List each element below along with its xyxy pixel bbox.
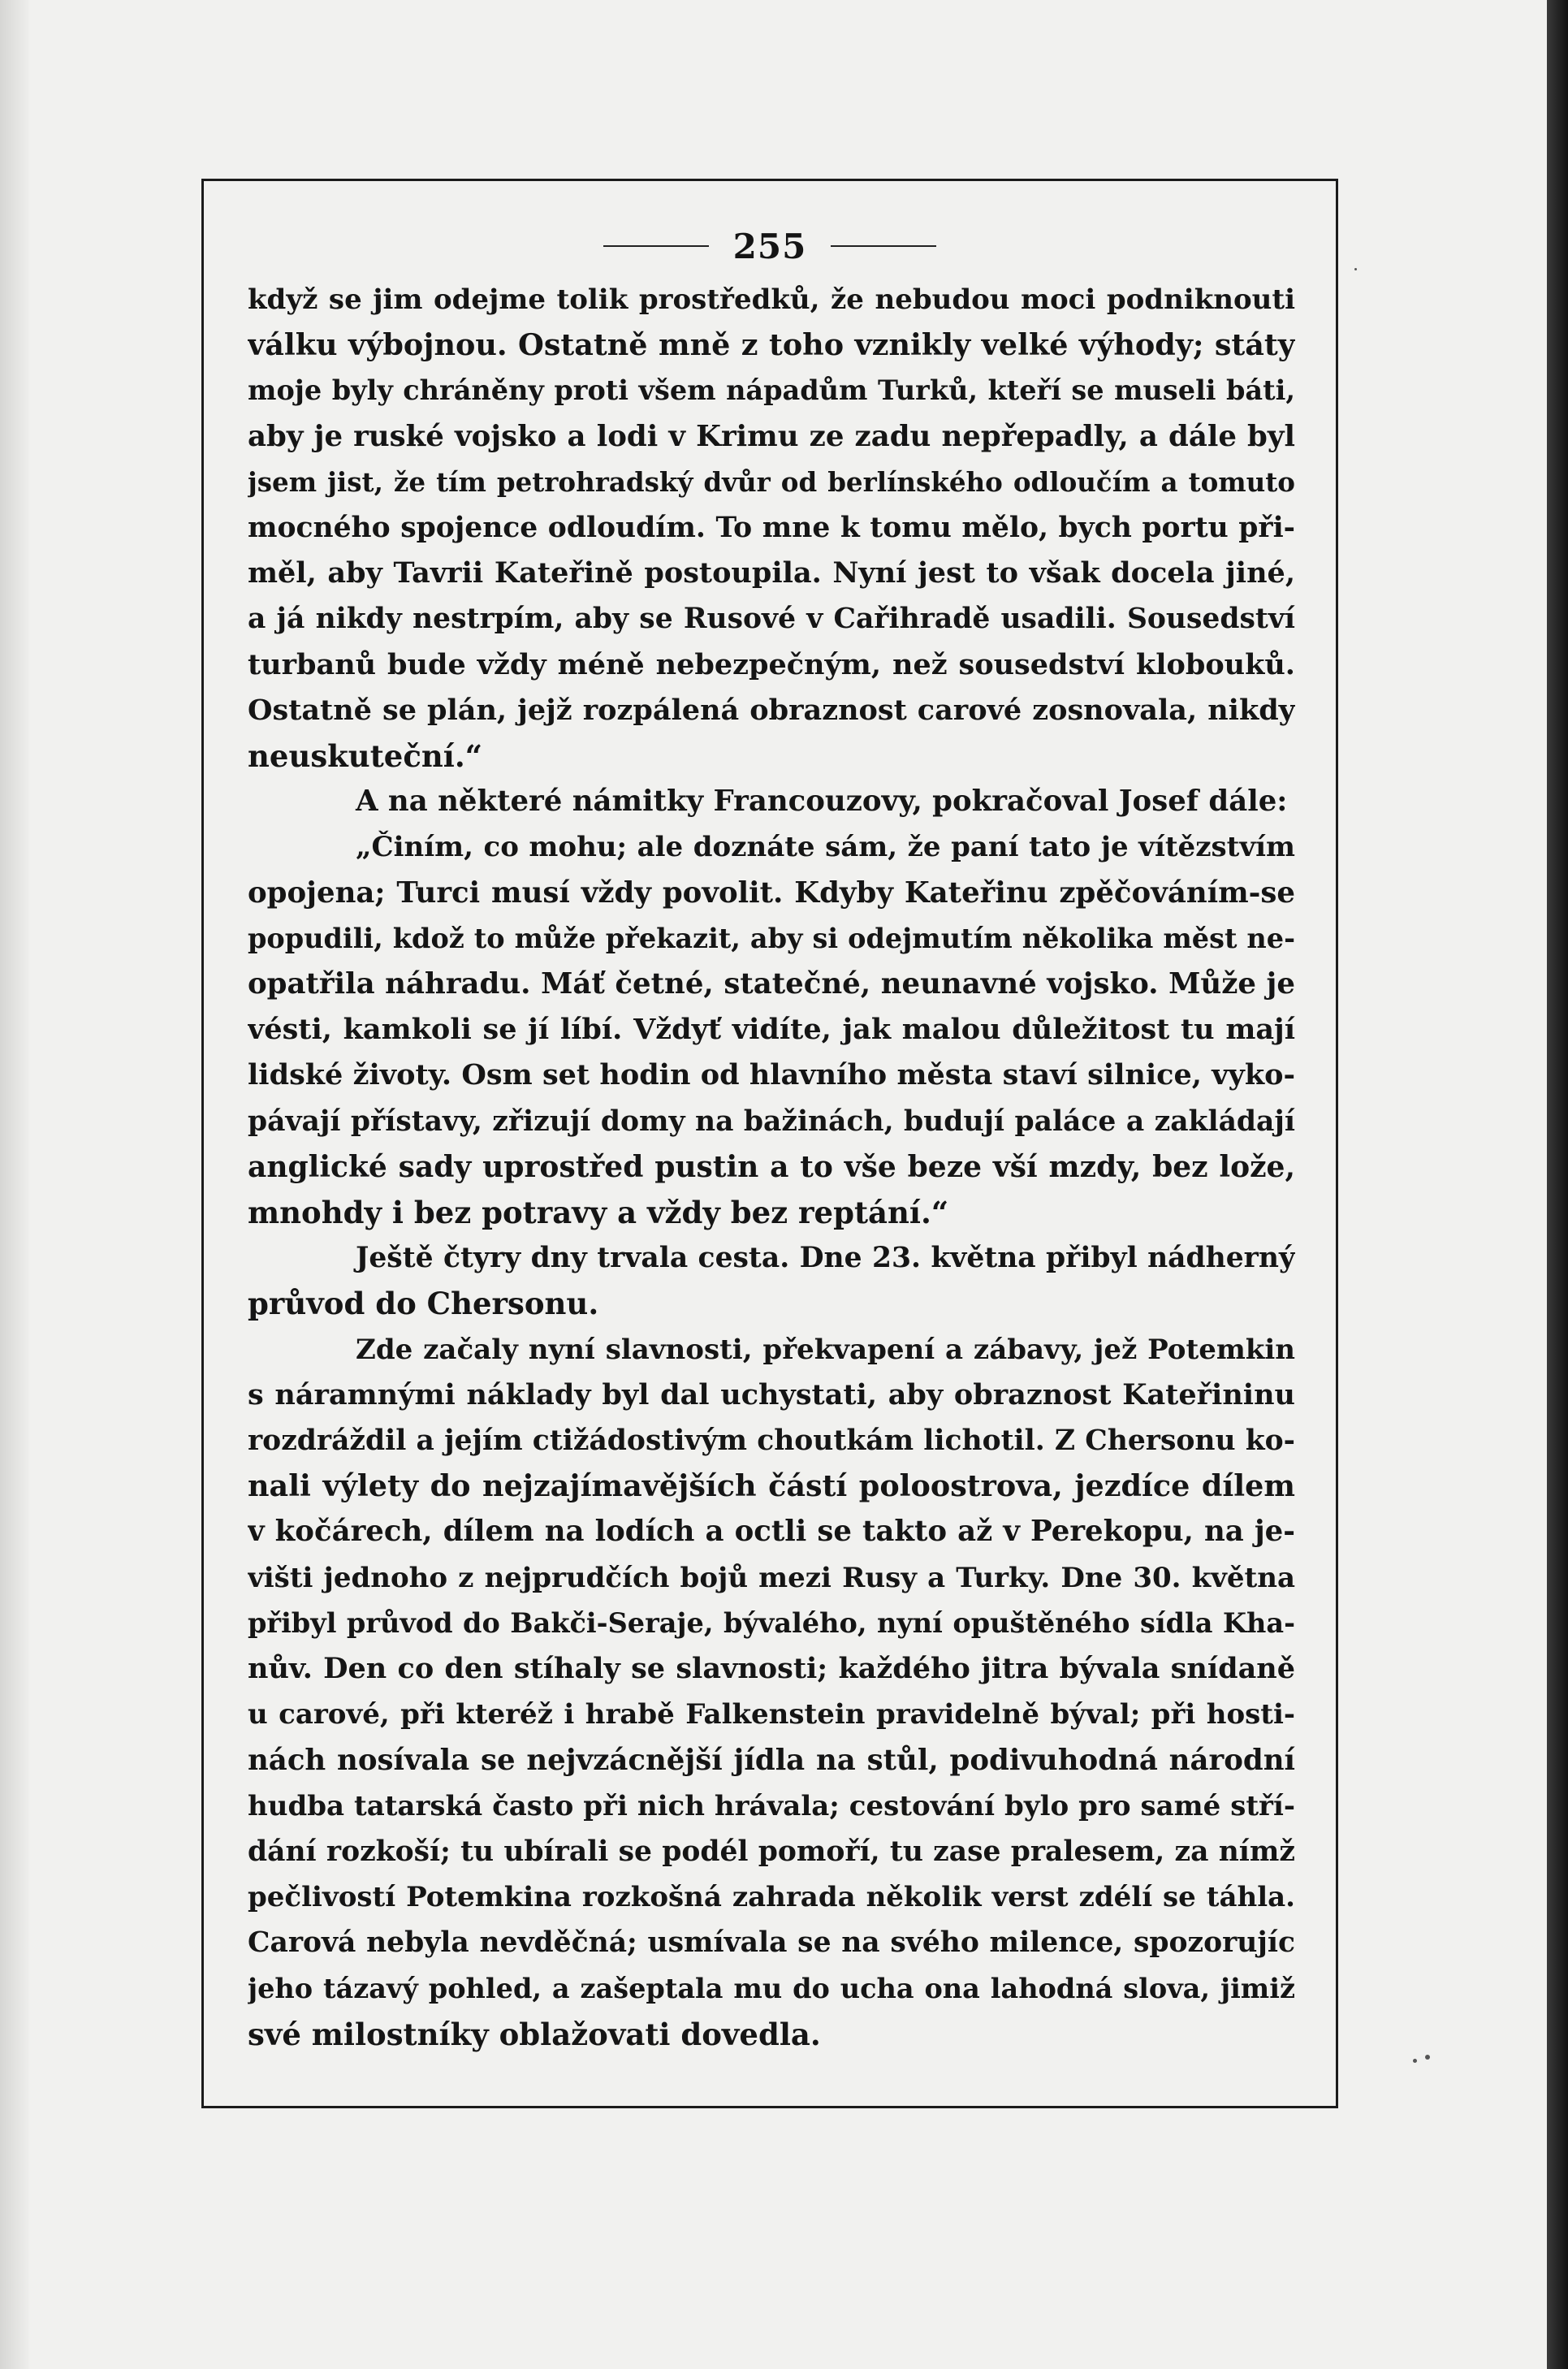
text-line: průvod do Chersonu. (248, 1286, 599, 1322)
text-line: vésti, kamkoli se jí líbí. Vždyť vidíte, jak malou důležitost tu mají (248, 1013, 1295, 1047)
text-line: Ostatně se plán, jejž rozpálená obraznost carové zosnovala, nikdy (248, 693, 1295, 727)
text-line: anglické sady uprostřed pustin a to vše beze vší mzdy, bez lože, (248, 1149, 1295, 1184)
page-header (204, 222, 1336, 270)
header-rule-left (603, 245, 709, 247)
text-line: rozdráždil a jejím ctižádostivým choutkám lichotil. Z Chersonu ko- (248, 1424, 1295, 1458)
text-line: přibyl průvod do Bakči-Seraje, bývalého, nyní opuštěného sídla Kha- (248, 1606, 1295, 1639)
text-line: mocného spojence odloudím. To mne k tomu mělo, bych portu při- (248, 512, 1295, 545)
text-line: s náramnými náklady byl dal uchystati, aby obraznost Kateřininu (248, 1377, 1295, 1411)
page-number: 255 (732, 226, 807, 266)
text-line: mnohdy i bez potravy a vždy bez reptání.“ (248, 1195, 949, 1231)
body-text (248, 277, 1295, 2057)
text-line: a já nikdy nestrpím, aby se Rusové v Cařihradě usadili. Sousedství (248, 603, 1295, 636)
text-line: měl, aby Tavrii Kateřině postoupila. Nyní jest to však docela jiné, (248, 556, 1295, 590)
scan-speck (1413, 2059, 1417, 2063)
text-line: když se jim odejme tolik prostředků, že nebudou moci podniknouti (248, 283, 1295, 316)
text-line: pečlivostí Potemkina rozkošná zahrada několik verst zdélí se táhla. (248, 1881, 1295, 1914)
text-line: opatřila náhradu. Máť četné, statečné, neunavné vojsko. Může je (248, 967, 1295, 1001)
text-line: jeho tázavý pohled, a zašeptala mu do ucha ona lahodná slova, jimiž (248, 1972, 1295, 2004)
text-line: válku výbojnou. Ostatně mně z toho vznikly velké výhody; státy (248, 327, 1295, 363)
text-line: Zde začaly nyní slavnosti, překvapení a zábavy, jež Potemkin (356, 1333, 1295, 1366)
text-line: Carová nebyla nevděčná; usmívala se na svého milence, spozorujíc (248, 1926, 1295, 1960)
text-line: pávají přístavy, zřizují domy na bažinách, budují paláce a zakládají (248, 1105, 1295, 1138)
text-line: dání rozkoší; tu ubírali se podél pomoří, tu zase pralesem, za nímž (248, 1835, 1295, 1868)
text-line: turbanů bude vždy méně nebezpečným, než sousedství klobouků. (248, 647, 1295, 681)
text-line: jsem jist, že tím petrohradský dvůr od berlínského odloučím a tomuto (248, 465, 1295, 498)
text-line: „Činím, co mohu; ale doznáte sám, že paní tato je vítězstvím (356, 831, 1295, 864)
text-line: své milostníky oblažovati dovedla. (248, 2016, 821, 2052)
text-line: opojena; Turci musí vždy povolit. Kdyby Kateřinu zpěčováním-se (248, 875, 1295, 910)
scan-speck (1425, 2055, 1430, 2060)
text-line: neuskuteční.“ (248, 738, 482, 775)
text-line: v kočárech, dílem na lodích a octli se takto až v Perekopu, na je- (248, 1515, 1295, 1549)
text-line: nův. Den co den stíhaly se slavnosti; každého jitra bývala snídaně (248, 1652, 1295, 1686)
text-line: lidské životy. Osm set hodin od hlavního města staví silnice, vyko- (248, 1058, 1295, 1092)
text-line: moje byly chráněny proti všem nápadům Turků, kteří se museli báti, (248, 374, 1295, 407)
text-line: aby je ruské vojsko a lodi v Krimu ze zadu nepřepadly, a dále byl (248, 419, 1295, 453)
text-line: Ještě čtyry dny trvala cesta. Dne 23. května přibyl nádherný (356, 1242, 1295, 1275)
page-gutter-shadow (0, 0, 29, 2369)
text-line: nali výlety do nejzajímavějších částí poloostrova, jezdíce dílem (248, 1468, 1295, 1504)
text-line: nách nosívala se nejvzácnější jídla na stůl, podivuhodná národní (248, 1743, 1295, 1777)
text-line: višti jednoho z nejprudčích bojů mezi Rusy a Turky. Dne 30. května (248, 1561, 1295, 1594)
text-line: popudili, kdož to může překazit, aby si odejmutím několika měst ne- (248, 922, 1295, 954)
text-line: hudba tatarská často při nich hrávala; cestování bylo pro samé stří- (248, 1789, 1295, 1822)
text-line: u carové, při kteréž i hrabě Falkenstein pravidelně býval; při hosti- (248, 1698, 1295, 1731)
scan-speck (1354, 268, 1357, 270)
scan-right-edge (1547, 0, 1568, 2369)
page-border-frame (201, 179, 1338, 2108)
text-line: A na některé námitky Francouzovy, pokračoval Josef dále: (356, 785, 1288, 819)
header-rule-right (831, 245, 936, 247)
